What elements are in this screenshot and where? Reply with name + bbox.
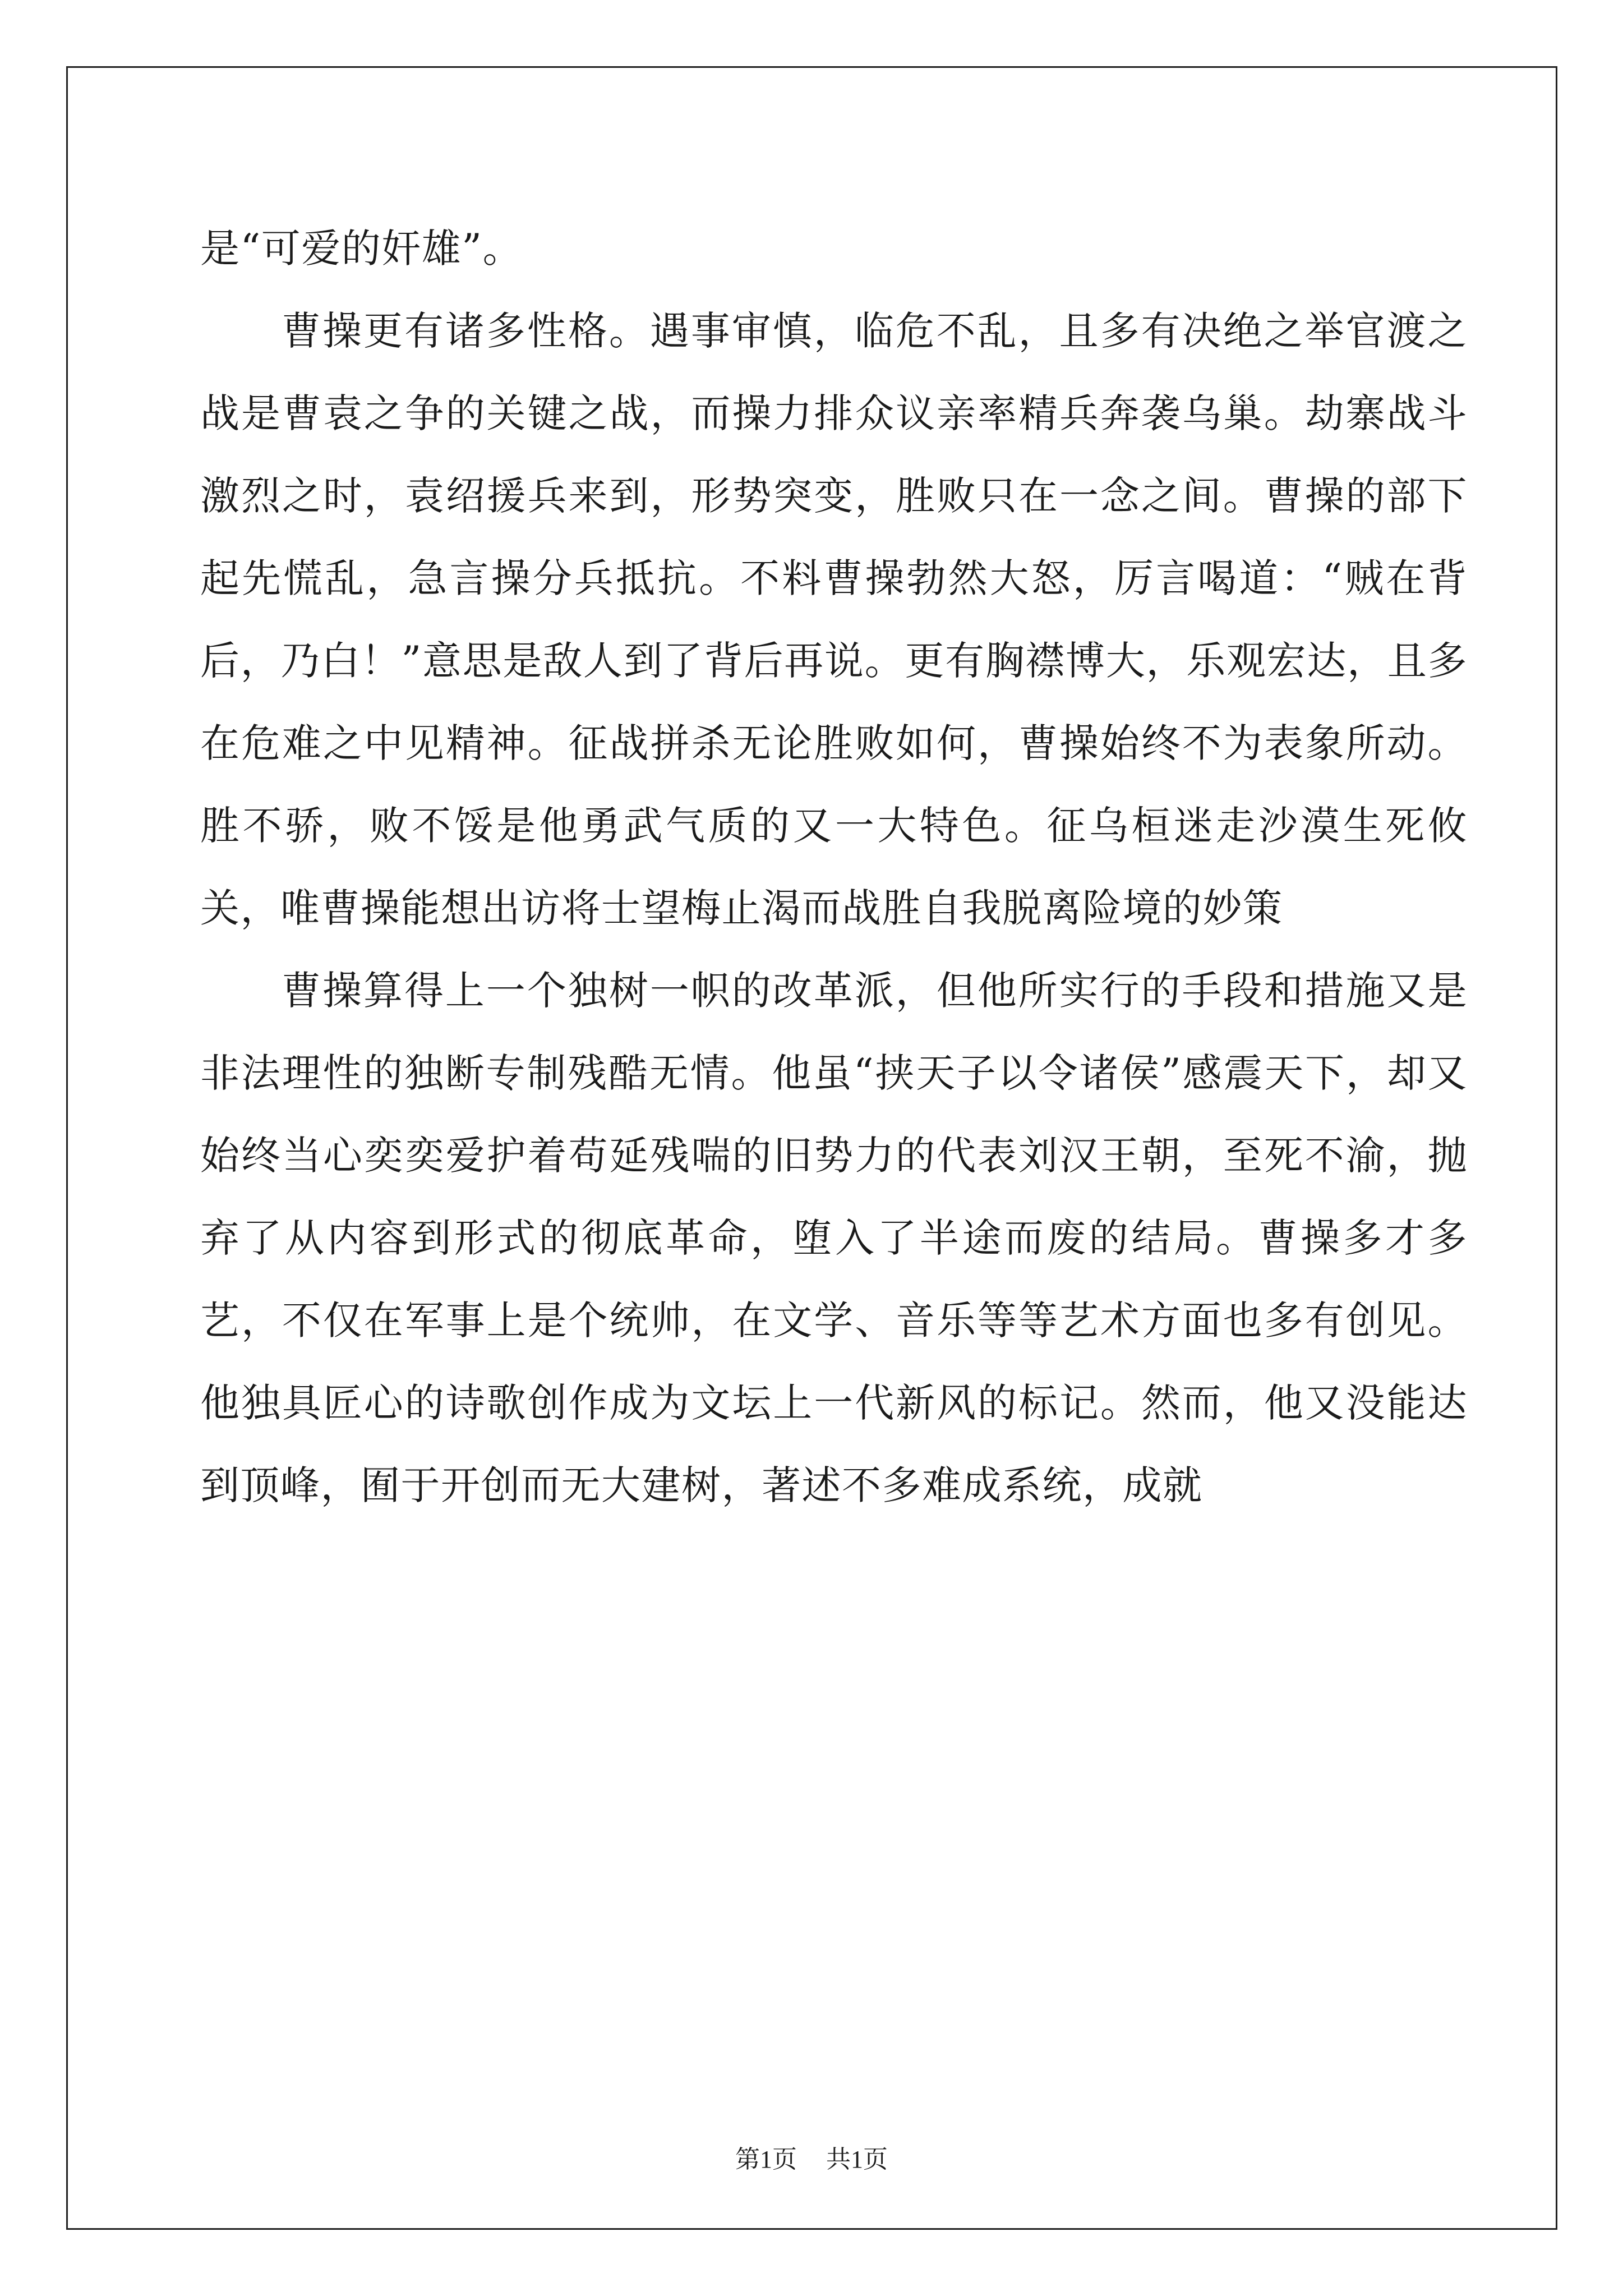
page-footer: [0, 2143, 1623, 2177]
document-body: [200, 208, 1468, 1527]
paragraph-1: 是“可爱的奸雄”。: [200, 226, 523, 272]
page-number-current: 第1页: [735, 2146, 797, 2173]
page-number-total: 共1页: [826, 2146, 888, 2173]
paragraph-3: 曹操算得上一个独树一帜的改革派，但他所实行的手段和措施又是非法理性的独断专制残酷无情。他虽“挟天子以令诸侯”感震天下，却又始终当心奕奕爱护着苟延残喘的旧势力的代表刘汉王朝，至死不渝，抛弃了从内容到形式的彻底革命，堕入了半途而废的结局。曹操多才多艺，不仅在军事上是个统帅，在文学、音乐等等艺术方面也多有创见。他独具匠心的诗歌创作成为文坛上一代新风的标记。然而，他又没能达到顶峰，囿于开创而无大建树，著述不多难成系统，成就: [200, 968, 1468, 1508]
paragraph-2: 曹操更有诸多性格。遇事审慎，临危不乱，且多有决绝之举官渡之战是曹袁之争的关键之战，而操力排众议亲率精兵奔袭乌巢。劫寨战斗激烈之时，袁绍援兵来到，形势突变，胜败只在一念之间。曹操的部下起先慌乱，急言操分兵抵抗。不料曹操勃然大怒，厉言喝道：“贼在背后，乃白！”意思是敌人到了背后再说。更有胸襟博大，乐观宏达，且多在危难之中见精神。征战拼杀无论胜败如何，曹操始终不为表象所动。胜不骄，败不馁是他勇武气质的又一大特色。征乌桓迷走沙漠生死攸关，唯曹操能想出访将士望梅止渴而战胜自我脱离险境的妙策: [200, 308, 1468, 931]
